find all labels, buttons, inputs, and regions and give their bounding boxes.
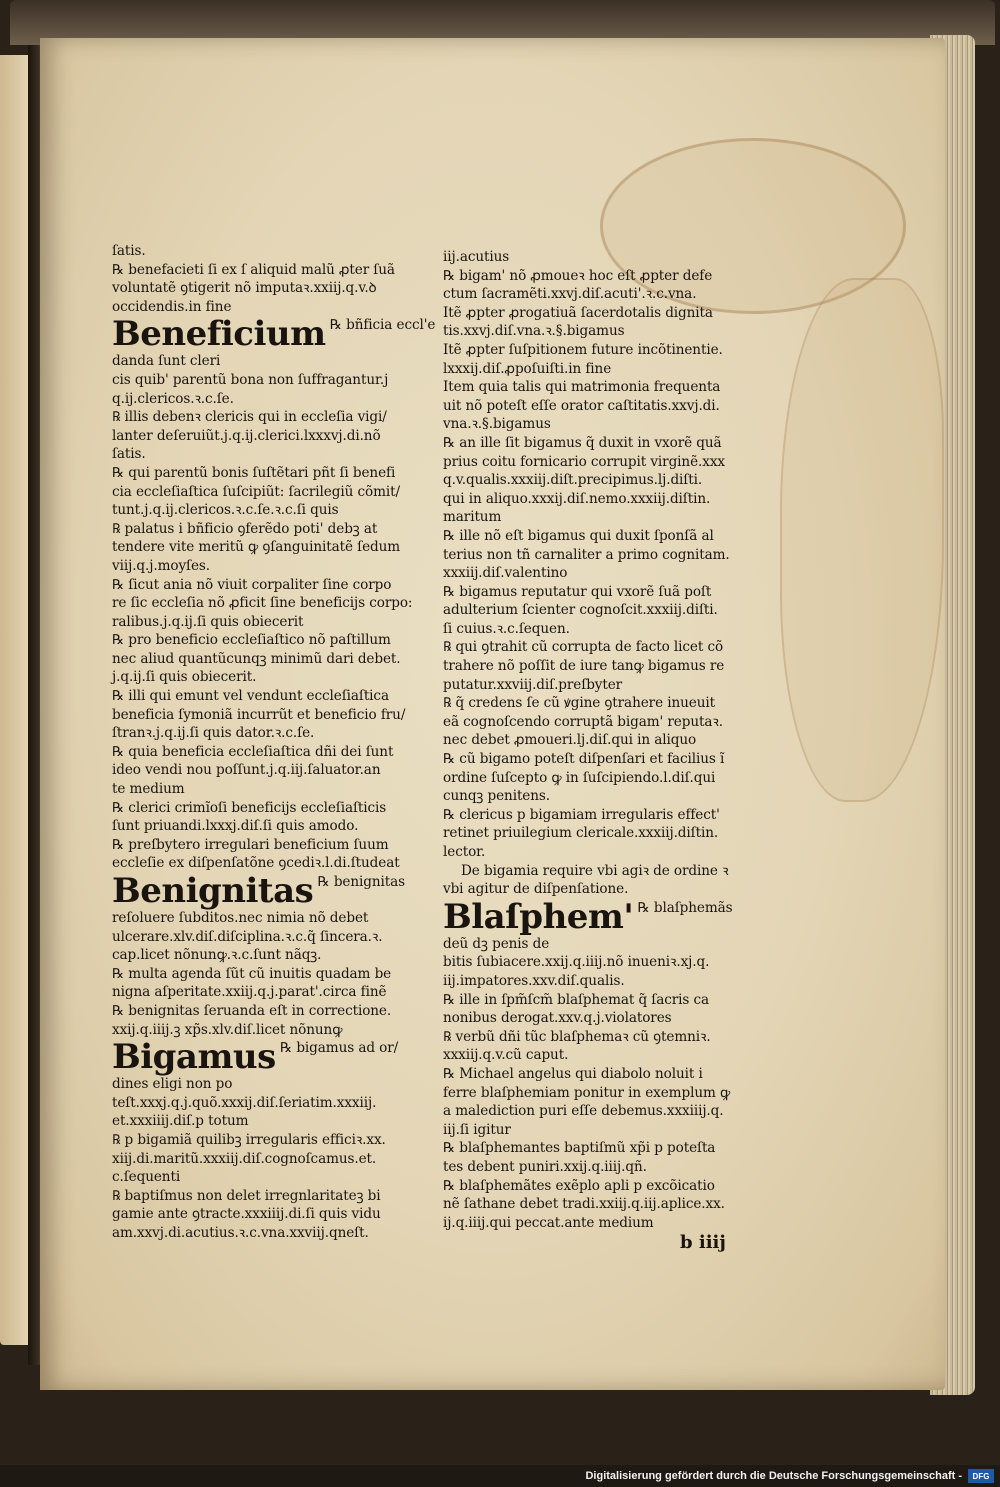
text-line: ℞ q̃ credens ſe cũ ꝟgine ꝯtrahere inueuit	[443, 695, 715, 712]
text-line: ℞ blaſphemãtes exẽplo apli p excõicatio	[443, 1177, 715, 1194]
water-stain	[780, 278, 944, 802]
text-line: tes debent puniri.xxij.q.iiij.qñ.	[443, 1158, 647, 1175]
text-line: ſatis.	[112, 243, 146, 259]
signature-mark: b iiij	[680, 1232, 726, 1253]
text-line: lector.	[443, 844, 486, 860]
text-line: ſi cuius.ꝛ.c.ſequen.	[443, 620, 570, 637]
text-line: ℞ clericus p bigamiam irregularis effect'	[443, 806, 720, 823]
previous-page-edge	[0, 55, 30, 1345]
text-line: viij.q.j.moyſes.	[112, 557, 210, 574]
text-line: putatur.xxviij.diſ.preſbyter	[443, 676, 623, 693]
text-line: ℞ blaſphemãs	[633, 899, 733, 916]
text-line: maritum	[443, 509, 502, 526]
text-line: ℞ Michael angelus qui diabolo noluit i	[443, 1065, 703, 1082]
text-line: ideo vendi nou poſſunt.j.q.iij.ſaluator.an	[112, 762, 381, 779]
text-line: a malediction puri eſſe debemus.xxxiiij.q.	[443, 1103, 724, 1120]
text-line: ferre blaſphemiam ponitur in exemplum ꝙ	[443, 1084, 731, 1101]
text-line: ℞ illi qui emunt vel vendunt eccleſiaſtica	[112, 688, 389, 705]
entry-heading: Benignitas	[112, 871, 314, 911]
text-line: ℞ ille in ſpm̃ſcm̃ blaſphemat q̃ ſacris ca	[443, 991, 710, 1008]
text-line: ℞ preſbytero irregulari beneficium ſuum	[112, 836, 389, 853]
text-line: uit nõ poteſt eſſe orator caſtitatis.xxvj.di.	[443, 397, 720, 414]
text-line: dines eligi non po	[112, 1076, 233, 1093]
text-line: teſt.xxxj.q.j.quõ.xxxij.diſ.ſeriatim.xxxiij.	[112, 1094, 377, 1111]
text-line: tis.xxvj.diſ.vna.ꝛ.§.bigamus	[443, 323, 625, 340]
text-line: xxxiij.diſ.valentino	[443, 565, 568, 582]
entry-heading: Beneficium	[112, 314, 326, 355]
text-line: c.ſequenti	[112, 1169, 181, 1186]
text-line: j.q.ij.ſi quis obiecerit.	[112, 669, 257, 686]
text-line: ℞ bigamus ad or/	[275, 1040, 399, 1057]
text-line: beneficia ſymoniã incurrũt et beneficio fru/	[112, 706, 406, 723]
text-line: ℞ multa agenda ſũt cũ inuitis quadam be	[112, 965, 392, 982]
text-line: ſatis.	[112, 446, 146, 463]
text-line: Item quia talis qui matrimonia frequenta	[443, 379, 721, 396]
entry-heading-line	[443, 896, 768, 937]
dfg-logo: DFG	[968, 1469, 994, 1483]
entry-heading-line	[112, 1037, 430, 1078]
text-line: Itẽ ꝓpter ꝓrogatiuã ſacerdotalis dignita	[443, 304, 713, 321]
text-line: et.xxxiiij.diſ.p totum	[112, 1113, 249, 1130]
text-line: ℞ clerici crimĩoſi beneficijs eccleſiaſticis	[112, 799, 387, 816]
text-line: adulterium ſcienter cognoſcit.xxxiij.diſti.	[443, 602, 718, 619]
footer-credit: Digitalisierung gefördert durch die Deutsche Forschungsgemeinschaft -	[585, 1470, 962, 1482]
text-line: iij.ſi igitur	[443, 1121, 511, 1138]
text-line: tunt.j.q.ij.clericos.ꝛ.c.ſe.ꝛ.c.ſi quis	[112, 502, 339, 519]
text-line: eccleſie ex diſpenſatõne ꝯcediꝛ.l.di.ſtudeat	[112, 855, 400, 872]
text-line: ℞ pro beneficio eccleſiaſtico nõ paſtillum	[112, 632, 391, 649]
text-line: ordine ſuſcepto ꝙ in ſuſcipiendo.l.diſ.qui	[443, 769, 716, 786]
text-line: ℞ baptiſmus non delet irregnlaritateꝫ bi	[112, 1187, 381, 1204]
text-line: retinet priuilegium clericale.xxxiij.diſtin.	[443, 825, 719, 842]
text-line: nonibus derogat.xxv.q.j.violatores	[443, 1010, 672, 1027]
text-line: am.xxvj.di.acutius.ꝛ.c.vna.xxviij.qneſt.	[112, 1224, 369, 1241]
text-line: re ſic eccleſia nõ ꝓficit ſine beneficijs corpo:	[112, 595, 413, 612]
text-line: cunqꝫ penitens.	[443, 788, 551, 805]
text-line: ℞ blaſphemantes baptiſmũ xp̃i p poteſta	[443, 1140, 716, 1157]
text-line: iij.impatores.xxv.diſ.qualis.	[443, 972, 625, 989]
text-line: eã cognoſcendo corruptã bigam' reputaꝛ.	[443, 713, 723, 730]
text-line: nẽ ſathane debet tradi.xxiij.q.iij.aplice.xx.	[443, 1196, 725, 1213]
entry-heading: Bigamus	[112, 1037, 276, 1078]
text-line: ℞ quia beneficia eccleſiaſtica dñi dei ſunt	[112, 743, 394, 760]
text-line: ij.q.iiij.qui peccat.ante medium	[443, 1214, 654, 1231]
text-line: ℞ ille nõ eſt bigamus qui duxit ſponſã al	[443, 527, 714, 544]
text-line: vna.ꝛ.§.bigamus	[443, 416, 551, 433]
text-line: q.ij.clericos.ꝛ.c.ſe.	[112, 390, 234, 407]
text-line: ℞ benignitas	[313, 874, 406, 890]
entry-heading: Blaſphem'	[443, 896, 634, 937]
text-line: xxij.q.iiij.ꝫ xp̃s.xlv.diſ.licet nõnunꝙ	[112, 1021, 343, 1038]
text-line: Itẽ ꝓpter ſuſpitionem future incõtinentie.	[443, 341, 723, 358]
text-line: cap.licet nõnunꝙ.ꝛ.c.ſunt nãqꝫ.	[112, 947, 322, 964]
text-line: ℞ bñficia eccl'e	[325, 317, 436, 334]
footer-bar	[0, 1465, 1000, 1487]
text-line: ℞ an ille ſit bigamus q̃ duxit in vxorẽ quã	[443, 434, 722, 451]
text-line: lanter deſeruiũt.j.q.ij.clerici.lxxxvj.di.nõ	[112, 427, 381, 444]
text-line: ℞ bigam' nõ ꝓmoueꝛ hoc eſt ꝓpter defe	[443, 267, 713, 284]
text-line: ℞ ſicut ania nõ viuit corpaliter ſine corpo	[112, 576, 392, 593]
text-line: iij.acutius	[443, 249, 510, 265]
right-text-column	[443, 248, 768, 1232]
text-line: ℞ qui parentũ bonis ſuſtẽtari pñt ſi benefi	[112, 464, 396, 481]
text-line: De bigamia require vbi agiꝛ de ordine ꝛ	[461, 862, 729, 879]
text-line: ℞ bigamus reputatur qui vxorẽ ſuã poſt	[443, 583, 712, 600]
text-line: ℞ cũ bigamo poteſt diſpenſari et facilius ĩ	[443, 751, 725, 768]
text-line: nec debet ꝓmoueri.lj.diſ.qui in aliquo	[443, 732, 697, 749]
text-line: ℞ benefacieti ſi ex ſ aliquid malũ ꝓter ſuã	[112, 261, 395, 278]
text-line: nigna aſperitate.xxiij.q.j.parat'.circa finẽ	[112, 984, 387, 1001]
text-line: ſtranꝛ.j.q.ij.ſi quis dator.ꝛ.c.ſe.	[112, 725, 315, 742]
text-line: tendere vite meritũ ꝙ ꝯſanguinitatẽ ſedum	[112, 539, 401, 556]
text-line: reſoluere ſubditos.nec nimia nõ debet	[112, 910, 369, 926]
text-line: ſunt priuandi.lxxxj.diſ.ſi quis amodo.	[112, 818, 359, 835]
text-line: vbi agitur de diſpenſatione.	[443, 881, 629, 898]
entry-heading-line	[112, 314, 436, 355]
text-line: ctum ſacramẽti.xxvj.diſ.acuti'.ꝛ.c.vna.	[443, 286, 697, 303]
text-line: ℞ benignitas ſeruanda eſt in correctione.	[112, 1002, 392, 1019]
text-line: ℞ p bigamiã quilibꝫ irregularis efficiꝛ.xx.	[112, 1131, 386, 1148]
text-line: prius coitu fornicario corrupit virginẽ.xxx	[443, 453, 725, 470]
text-line: ℞ verbũ dñi tũc blaſphemaꝛ cũ ꝯtemniꝛ.	[443, 1028, 711, 1045]
text-line: ℞ illis debenꝛ clericis qui in eccleſia vigi/	[112, 409, 387, 426]
text-line: bitis ſubiacere.xxij.q.iiij.nõ inueniꝛ.xj.q.	[443, 954, 710, 971]
text-line: nec aliud quantũcunqꝫ minimũ dari debet.	[112, 650, 401, 667]
text-line: cia eccleſiaſtica ſuſcipiũt: ſacrilegiũ cõmit/	[112, 483, 400, 500]
text-line: lxxxij.diſ.ꝓpoſuiſti.in fine	[443, 360, 612, 377]
text-line: ralibus.j.q.ij.ſi quis obiecerit	[112, 613, 304, 630]
text-line: occidendis.in fine	[112, 298, 232, 315]
text-line: xxxiij.q.v.cũ caput.	[443, 1047, 569, 1064]
text-line: deũ dꝫ penis de	[443, 935, 550, 952]
text-line: gamie ante ꝯtracte.xxxiiij.di.ſi quis vidu	[112, 1206, 381, 1223]
text-line: cis quib' parentũ bona non ſuffragantur.j	[112, 371, 389, 388]
text-line: ulcerare.xlv.diſ.diſciplina.ꝛ.c.q̃ ſincera.ꝛ.	[112, 928, 383, 945]
text-line: ℞ palatus i bñficio ꝯferẽdo poti' debꝫ at	[112, 520, 378, 537]
text-line: voluntatẽ ꝯtigerit nõ imputaꝛ.xxiij.q.v.ꝺ	[112, 280, 377, 297]
text-line: terius non tñ carnaliter a primo cognitam.	[443, 546, 730, 563]
text-line: danda ſunt cleri	[112, 353, 221, 370]
entry-heading-line	[112, 873, 430, 909]
text-line: ℞ qui ꝯtrahit cũ corrupta de facto licet cõ	[443, 639, 724, 656]
text-line: q.v.qualis.xxxiij.diſt.precipimus.lj.diſti.	[443, 472, 703, 489]
text-line: xiij.di.maritũ.xxxiij.diſ.cognoſcamus.et.	[112, 1150, 377, 1167]
text-line: qui in aliquo.xxxij.diſ.nemo.xxxiij.diſtin.	[443, 490, 711, 507]
text-line: te medium	[112, 781, 185, 798]
text-line: trahere nõ poſſit de iure tanꝙ bigamus re	[443, 658, 725, 675]
left-text-column	[112, 242, 436, 1243]
